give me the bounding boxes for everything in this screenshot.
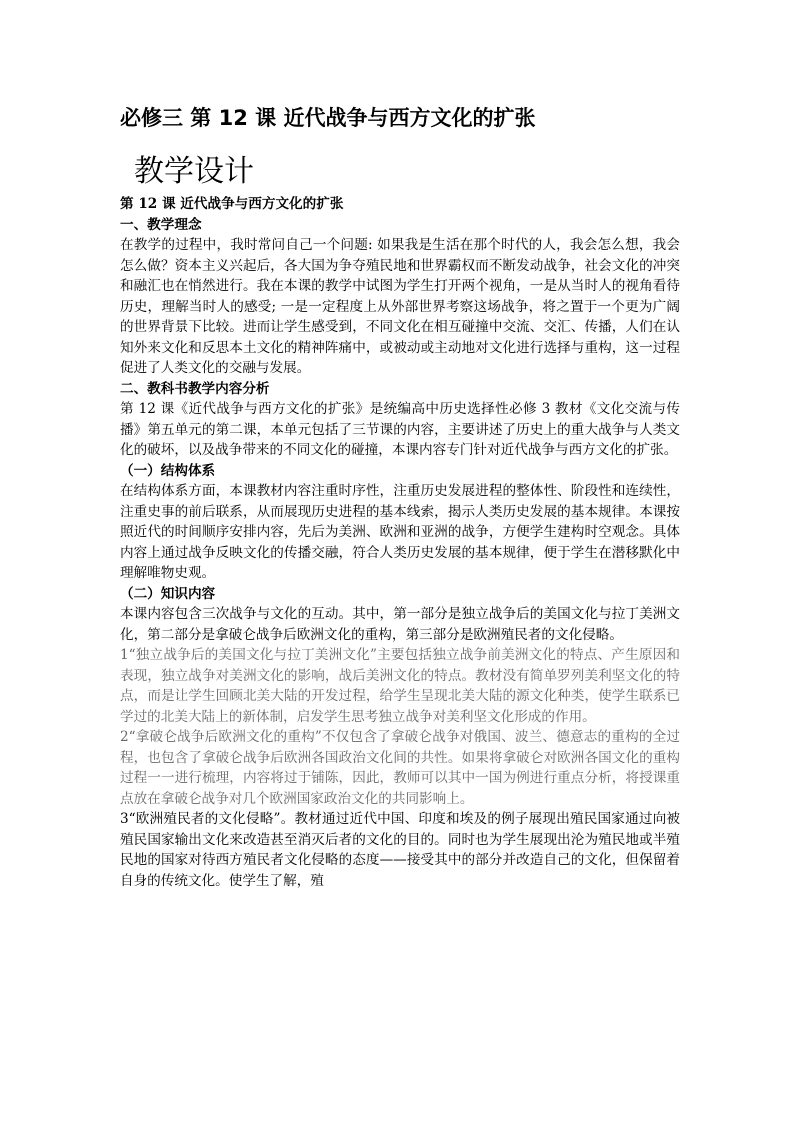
paragraph-item-3: 3“欧洲殖民者的文化侵略”。教材通过近代中国、印度和埃及的例子展现出殖民国家通过向被殖民国家输出文化来改造甚至消灭后者的文化的目的。同时也为学生展现出沦为殖民地或半殖民地的国家对待西方殖民者文化侵略的态度——接受其中的部分并改造自己的文化，但保留着自身的传统文化。使学生了解，殖 <box>120 811 680 889</box>
item-1-text: 1“独立战争后的美国文化与拉丁美洲文化”主要包括独立战争前美洲文化的特点、产生原因和表现，独立战争对美洲文化的影响，战后美洲文化的特点。教材没有简单罗列美利坚文化的特点，而是让学生回顾北美大陆的开发过程，给学生呈现北美大陆的源文化种类，使学生联系已学过的北美大陆上的新体制，启发学生思考独立战争对美利坚文化形成的作用。 <box>120 647 680 725</box>
subsection-heading-structure: （一）结构体系 <box>120 462 216 479</box>
paragraph-item-1 <box>120 645 680 727</box>
paragraph-textbook-analysis: 第 12 课《近代战争与西方文化的扩张》是统编高中历史选择性必修 3 教材《文化交流与传播》第五单元的第二课，本单元包括了三节课的内容，主要讲述了历史上的重大战争与人类文化的破坏，以及战争带来的不同文化的碰撞，本课内容专门针对近代战争与西方文化的扩张。 <box>120 401 680 458</box>
teaching-design-heading: 教学设计 <box>134 154 254 189</box>
paragraph-knowledge: 本课内容包含三次战争与文化的互动。其中，第一部分是独立战争后的美国文化与拉丁美洲文化，第二部分是拿破仑战争后欧洲文化的重构，第三部分是欧洲殖民者的文化侵略。 <box>120 606 680 643</box>
item-2-text: 2“拿破仑战争后欧洲文化的重构”不仅包含了拿破仑战争对俄国、波兰、德意志的重构的全过程，也包含了拿破仑战争后欧洲各国政治文化间的共性。如果将拿破仑对欧洲各国文化的重构过程一一进行梳理，内容将过于铺陈，因此，教师可以其中一国为例进行重点分析，将授课重点放在拿破仑战争对几个欧洲国家政治文化的共同影响上。 <box>120 729 680 807</box>
section-heading-textbook-analysis: 二、教科书教学内容分析 <box>120 380 270 397</box>
document-body <box>120 194 680 891</box>
section-heading-teaching-philosophy: 一、教学理念 <box>120 216 202 233</box>
document-title: 必修三 第 12 课 近代战争与西方文化的扩张 <box>120 106 536 130</box>
lesson-title: 第 12 课 近代战争与西方文化的扩张 <box>120 196 344 212</box>
paragraph-teaching-philosophy: 在教学的过程中，我时常问自己一个问题: 如果我是生活在那个时代的人，我会怎么想，我会怎么做？资本主义兴起后，各大国为争夺殖民地和世界霸权而不断发动战争，社会文化的冲突和融汇也在悄然进行。我在本课的教学中试图为学生打开两个视角，一是从当时人的视角看待历史，理解当时人的感受; 一是一定程度上从外部世界考察这场战争，将之置于一个更为广阔的世界背景下比较。进而让学生感受到，不同文化在相互碰撞中交流、交汇、传播，人们在认知外来文化和反思本土文化的精神阵痛中，或被动或主动地对文化进行选择与重构，这一过程促进了人类文化的交融与发展。 <box>120 237 680 376</box>
paragraph-structure: 在结构体系方面，本课教材内容注重时序性，注重历史发展进程的整体性、阶段性和连续性，注重史事的前后联系，从而展现历史进程的基本线索，揭示人类历史发展的基本规律。本课按照近代的时间顺序安排内容，先后为美洲、欧洲和亚洲的战争，方便学生建构时空观念。具体内容上通过战争反映文化的传播交融，符合人类历史发展的基本规律，便于学生在潜移默化中理解唯物史观。 <box>120 483 680 581</box>
paragraph-item-2 <box>120 727 680 809</box>
subsection-heading-knowledge: （二）知识内容 <box>120 585 216 602</box>
